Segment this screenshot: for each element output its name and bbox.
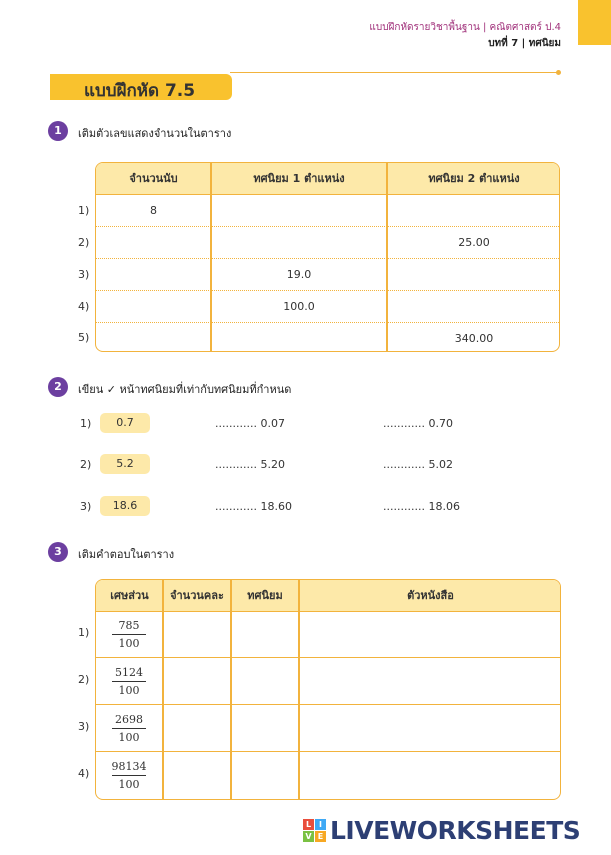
q1-row-label: 2) [78, 236, 90, 249]
title-rule [230, 72, 558, 73]
title-rule-dot [556, 70, 561, 75]
q3-row-label: 4) [78, 767, 90, 780]
fraction-bar [112, 775, 146, 776]
q3-row-label: 1) [78, 626, 90, 639]
logo-grid-icon: L I V E [303, 819, 327, 843]
given-decimal: 5.2 [100, 454, 150, 474]
question-2-instruction: เขียน ✓ หน้าทศนิยมที่เท่ากับทศนิยมที่กำหนด [78, 383, 292, 396]
check-blank[interactable]: ............ [215, 417, 257, 430]
fraction-bar [112, 681, 146, 682]
option-value: 18.60 [260, 500, 292, 513]
q3-row-label: 2) [78, 673, 90, 686]
option-value: 0.07 [260, 417, 285, 430]
row-divider [96, 258, 559, 259]
denominator: 100 [118, 684, 140, 697]
row-divider [96, 226, 559, 227]
header-words: ตัวหนังสือ [407, 589, 454, 602]
header-fraction: เศษส่วน [110, 589, 149, 602]
q1-row-label: 4) [78, 300, 90, 313]
check-blank[interactable]: ............ [383, 458, 425, 471]
row-divider [96, 751, 560, 752]
question-2-badge: 2 [48, 377, 68, 397]
choice-option[interactable] [383, 417, 453, 430]
check-blank[interactable]: ............ [383, 500, 425, 513]
option-value: 0.70 [428, 417, 453, 430]
page-tab-decoration [578, 0, 611, 45]
check-blank[interactable]: ............ [215, 458, 257, 471]
header-decimal: ทศนิยม [247, 589, 283, 602]
header-mixed-number: จำนวนคละ [170, 589, 224, 602]
fraction-value [96, 759, 162, 792]
liveworksheets-logo[interactable] [303, 816, 603, 846]
brand-wordmark: LIVEWORKSHEETS [330, 816, 581, 845]
book-subtitle: แบบฝึกหัดรายวิชาพื้นฐาน | คณิตศาสตร์ ป.4 [369, 22, 561, 33]
q2-row-label: 3) [80, 500, 92, 513]
check-blank[interactable]: ............ [383, 417, 425, 430]
question-3-badge: 3 [48, 542, 68, 562]
question-1-badge: 1 [48, 121, 68, 141]
table-cell: 340.00 [454, 332, 494, 345]
row-divider [96, 704, 560, 705]
q3-row-label: 3) [78, 720, 90, 733]
numerator: 98134 [111, 760, 147, 773]
row-divider [96, 657, 560, 658]
choice-option[interactable] [383, 500, 460, 513]
table-cell: 19.0 [286, 268, 312, 281]
given-decimal: 0.7 [100, 413, 150, 433]
fraction-value [96, 618, 162, 651]
choice-option[interactable] [215, 500, 292, 513]
row-divider [96, 322, 559, 323]
numerator: 785 [118, 619, 140, 632]
choice-option[interactable] [215, 417, 285, 430]
question-1-instruction: เติมตัวเลขแสดงจำนวนในตาราง [78, 127, 232, 140]
numerator: 5124 [115, 666, 143, 679]
fraction-bar [112, 634, 146, 635]
header-one-decimal: ทศนิยม 1 ตำแหน่ง [253, 172, 345, 185]
q1-row-label: 3) [78, 268, 90, 281]
fraction-value [96, 665, 162, 698]
column-divider [230, 580, 232, 799]
option-value: 5.02 [428, 458, 453, 471]
header-whole-number: จำนวนนับ [129, 172, 178, 185]
numerator: 2698 [115, 713, 143, 726]
column-divider [298, 580, 300, 799]
fraction-table [95, 579, 561, 800]
denominator: 100 [118, 731, 140, 744]
check-blank[interactable]: ............ [215, 500, 257, 513]
table-cell: 8 [150, 204, 157, 217]
fraction-value [96, 712, 162, 745]
choice-option[interactable] [383, 458, 453, 471]
option-value: 5.20 [260, 458, 285, 471]
choice-option[interactable] [215, 458, 285, 471]
denominator: 100 [118, 778, 140, 791]
option-value: 18.06 [428, 500, 460, 513]
chapter-label: บทที่ 7 | ทศนิยม [488, 38, 561, 49]
denominator: 100 [118, 637, 140, 650]
column-divider [162, 580, 164, 799]
table-cell: 100.0 [283, 300, 315, 313]
q2-row-label: 2) [80, 458, 92, 471]
table-cell: 25.00 [458, 236, 490, 249]
row-divider [96, 290, 559, 291]
q1-row-label: 1) [78, 204, 90, 217]
page-title: แบบฝึกหัด 7.5 [84, 81, 196, 101]
question-3-instruction: เติมคำตอบในตาราง [78, 548, 175, 561]
given-decimal: 18.6 [100, 496, 150, 516]
q2-row-label: 1) [80, 417, 92, 430]
q1-row-label: 5) [78, 331, 90, 344]
fraction-bar [112, 728, 146, 729]
header-two-decimal: ทศนิยม 2 ตำแหน่ง [428, 172, 520, 185]
number-table [95, 162, 560, 352]
